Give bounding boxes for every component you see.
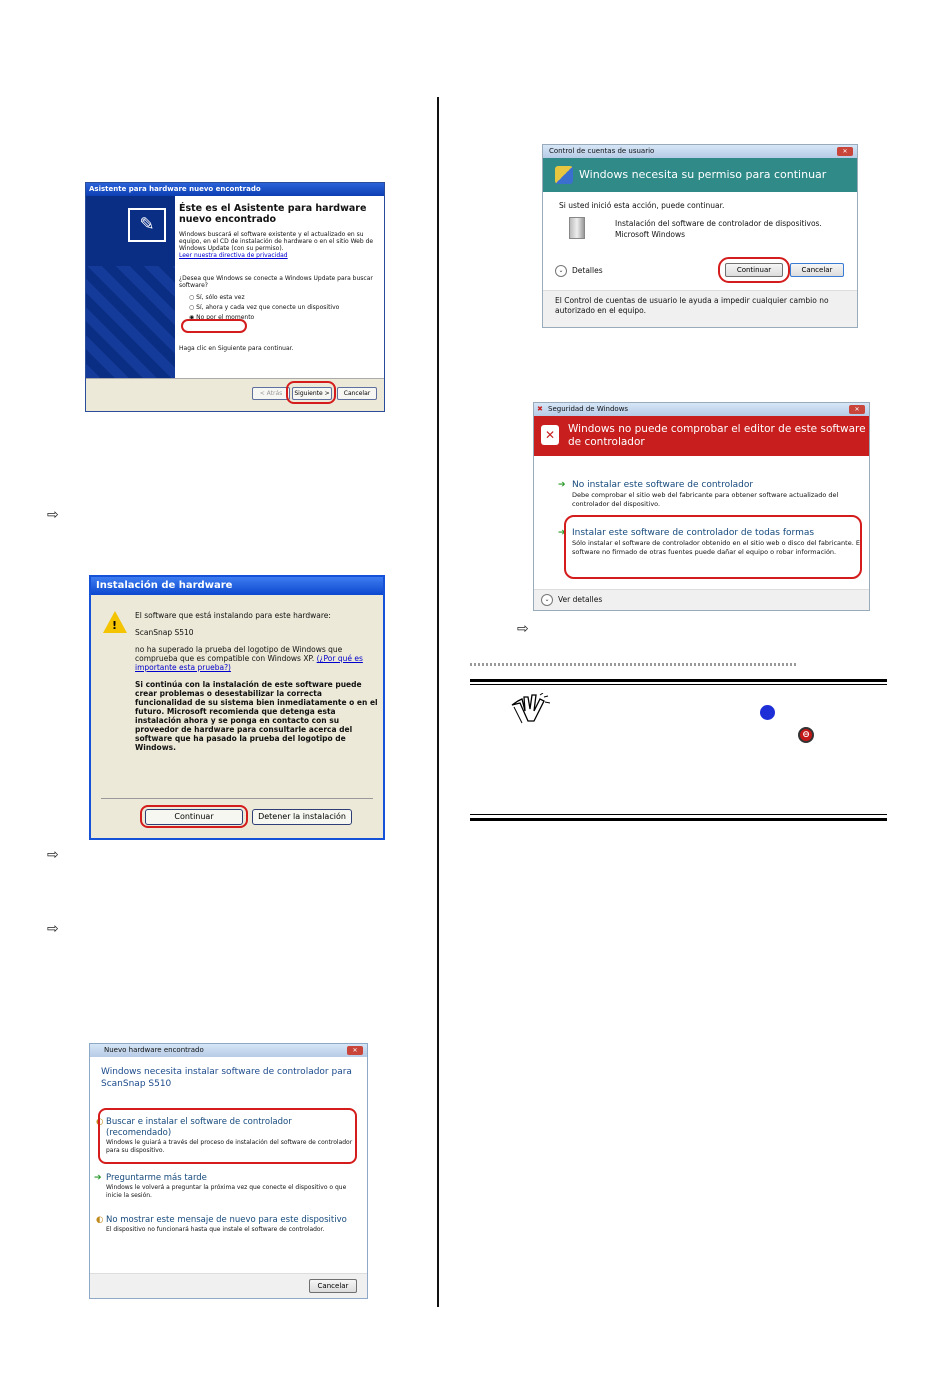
option-sub: Windows le volverá a preguntar la próxima vez que conecte el dispositivo o que inicie la sesión. (106, 1184, 347, 1199)
wsec-header: Windows no puede comprobar el editor de este software de controlador (534, 416, 869, 456)
option-title: Preguntarme más tarde (106, 1173, 207, 1183)
no-entry-icon: ⊖ (798, 727, 814, 743)
attention-hand-icon (510, 693, 554, 725)
program-icon (569, 217, 585, 239)
windows-security-dialog (533, 402, 870, 611)
xp-logo-line2 (135, 645, 380, 672)
continue-button[interactable]: Continuar (145, 809, 243, 825)
uac-titlebar (543, 145, 857, 158)
vista-hw-title: Windows necesita instalar software de controlador para ScanSnap S510 (101, 1067, 352, 1089)
cancel-button[interactable]: Cancelar (790, 263, 844, 277)
shield-icon: ◐ (96, 1117, 104, 1127)
green-arrow-icon: ➔ (558, 480, 566, 490)
vista-hw-titlebar (90, 1044, 367, 1057)
cancel-button[interactable]: Cancelar (309, 1279, 357, 1293)
option-title: Buscar e instalar el software de controlador (recomendado) (106, 1117, 292, 1138)
option-title: Instalar este software de controlador de todas formas (572, 528, 815, 538)
radio-option-1[interactable]: ○ Sí, sólo esta vez (189, 294, 245, 301)
dont-show-option[interactable] (96, 1215, 356, 1234)
xp-logo-warning: Si continúa con la instalación de este software puede crear problemas o desestabilizar la correcta funcionalidad de su sistema bien inmediatamente o en el futuro. Microsoft recomienda que detenga esta instalación ahora y se ponga en contacto con su proveedor de hardware para consultarle acerca del software que ha pasado la prueba del logotipo de Windows. (135, 680, 378, 752)
option-title: No mostrar este mensaje de nuevo para este dispositivo (106, 1215, 347, 1225)
close-icon[interactable]: ✕ (849, 405, 865, 414)
chevron-down-icon[interactable]: ⌄ (541, 594, 553, 606)
shield-icon: ◐ (96, 1215, 104, 1225)
radio-label: Sí, sólo esta vez (196, 294, 245, 301)
next-button[interactable]: Siguiente > (292, 387, 332, 400)
radio-option-3[interactable]: ◉ No por el momento (189, 314, 255, 321)
radio-option-2[interactable]: ○ Sí, ahora y cada vez que conecte un dispositivo (189, 304, 340, 311)
xp-logo-body (135, 611, 380, 752)
xp-logo-line2-text: no ha superado la prueba del logotipo de Windows que comprueba que es compatible con Windows XP. (135, 645, 343, 663)
arrow-icon: ⇨ (47, 921, 59, 937)
xp-wizard-titlebar: Asistente para hardware nuevo encontrado (86, 183, 384, 196)
option-title: No instalar este software de controlador (572, 480, 754, 490)
notice-top-rule-thin (470, 684, 887, 685)
highlight-ring (718, 257, 790, 283)
warning-mark: ! (112, 619, 118, 632)
uac-dialog (542, 144, 858, 328)
option-sub: El dispositivo no funcionará hasta que instale el software de controlador. (106, 1226, 325, 1233)
xp-wizard-heading: Éste es el Asistente para hardware nuevo encontrado (179, 203, 367, 225)
continue-button[interactable]: Continuar (725, 263, 783, 277)
uac-header: Windows necesita su permiso para continuar (543, 158, 857, 192)
chevron-down-icon[interactable]: ⌄ (555, 265, 567, 277)
vista-hw-titlebar-text: Nuevo hardware encontrado (104, 1046, 204, 1054)
privacy-link[interactable]: Leer nuestra directiva de privacidad (179, 252, 288, 259)
arrow-icon: ⇨ (517, 621, 529, 637)
wsec-titlebar (534, 403, 869, 416)
radio-label: Sí, ahora y cada vez que conecte un dispositivo (196, 304, 340, 311)
xp-wizard-dialog (85, 182, 385, 412)
stop-installation-button[interactable]: Detener la instalación (252, 809, 352, 825)
notice-top-rule (470, 679, 887, 682)
column-separator (437, 97, 439, 1307)
vista-hw-footer (90, 1273, 367, 1298)
dont-install-option[interactable] (558, 480, 862, 508)
vista-new-hardware-dialog (89, 1043, 368, 1299)
uac-footer-text: El Control de cuentas de usuario le ayuda a impedir cualquier cambio no autorizado en el equipo. (555, 296, 829, 315)
security-icon: ✖ (537, 405, 543, 413)
xp-wizard-sidebar (86, 196, 175, 379)
highlight-ring (140, 805, 248, 828)
wsec-footer (534, 589, 869, 610)
wsec-titlebar-text: Seguridad de Windows (548, 405, 629, 413)
cancel-button[interactable]: Cancelar (337, 387, 377, 400)
green-arrow-icon: ➔ (94, 1173, 102, 1183)
highlight-ring (181, 319, 247, 333)
uac-details-link[interactable]: Detalles (572, 266, 603, 275)
uac-publisher: Microsoft Windows (615, 230, 685, 239)
option-sub: Debe comprobar el sitio web del fabricante para obtener software actualizado del controlador del dispositivo. (572, 491, 839, 508)
uac-footer (543, 290, 857, 327)
notice-bottom-rule (470, 818, 887, 821)
see-details-link[interactable]: Ver detalles (558, 595, 603, 604)
divider (101, 798, 373, 799)
arrow-icon: ⇨ (47, 847, 59, 863)
option-sub: Sólo instalar el software de controlador obtenido en el sitio web o disco del fabricante. El software no firmado de otras fuentes puede dañar el equipo o robar información. (572, 539, 862, 556)
device-name: ScanSnap S510 (135, 628, 194, 637)
uac-shield-icon (555, 166, 573, 184)
close-icon[interactable]: ✕ (837, 147, 853, 156)
back-button[interactable]: < Atrás (252, 387, 290, 400)
arrow-icon: ⇨ (47, 507, 59, 523)
xp-wizard-continue-text: Haga clic en Siguiente para continuar. (179, 345, 294, 352)
uac-program: Instalación del software de controlador de dispositivos. (615, 219, 822, 228)
xp-logo-line1: El software que está instalando para este hardware: (135, 611, 331, 620)
xp-wizard-footer (86, 378, 384, 411)
hardware-wizard-icon: ✎ (128, 208, 166, 242)
error-shield-icon: ✕ (541, 425, 559, 445)
ask-later-option[interactable] (94, 1173, 356, 1200)
xp-wizard-question: ¿Desea que Windows se conecte a Windows Update para buscar software? (179, 275, 373, 289)
notice-bottom-rule-thin (470, 814, 887, 815)
xp-logo-test-dialog (89, 575, 385, 840)
highlight-ring (98, 1108, 357, 1164)
close-icon[interactable]: ✕ (347, 1046, 363, 1055)
option-sub: Windows le guiará a través del proceso de instalación del software de controlador para su dispositivo. (106, 1139, 353, 1154)
radio-label: No por el momento (196, 314, 255, 321)
uac-started-text: Si usted inició esta acción, puede continuar. (559, 201, 725, 210)
xp-logo-titlebar: Instalación de hardware (91, 577, 383, 595)
xp-wizard-intro: Windows buscará el software existente y el actualizado en su equipo, en el CD de instalación de hardware o en el sitio Web de Windows Update (con su permiso). (179, 231, 374, 252)
wavy-divider (470, 663, 798, 666)
why-important-link[interactable]: (¿Por qué es importante esta prueba?) (135, 654, 363, 672)
highlight-ring (286, 381, 336, 404)
green-arrow-icon: ➔ (558, 528, 566, 538)
blue-dot-icon (760, 705, 775, 720)
uac-titlebar-text: Control de cuentas de usuario (549, 147, 655, 155)
sidebar-pattern (86, 266, 175, 379)
highlight-ring (564, 515, 862, 579)
